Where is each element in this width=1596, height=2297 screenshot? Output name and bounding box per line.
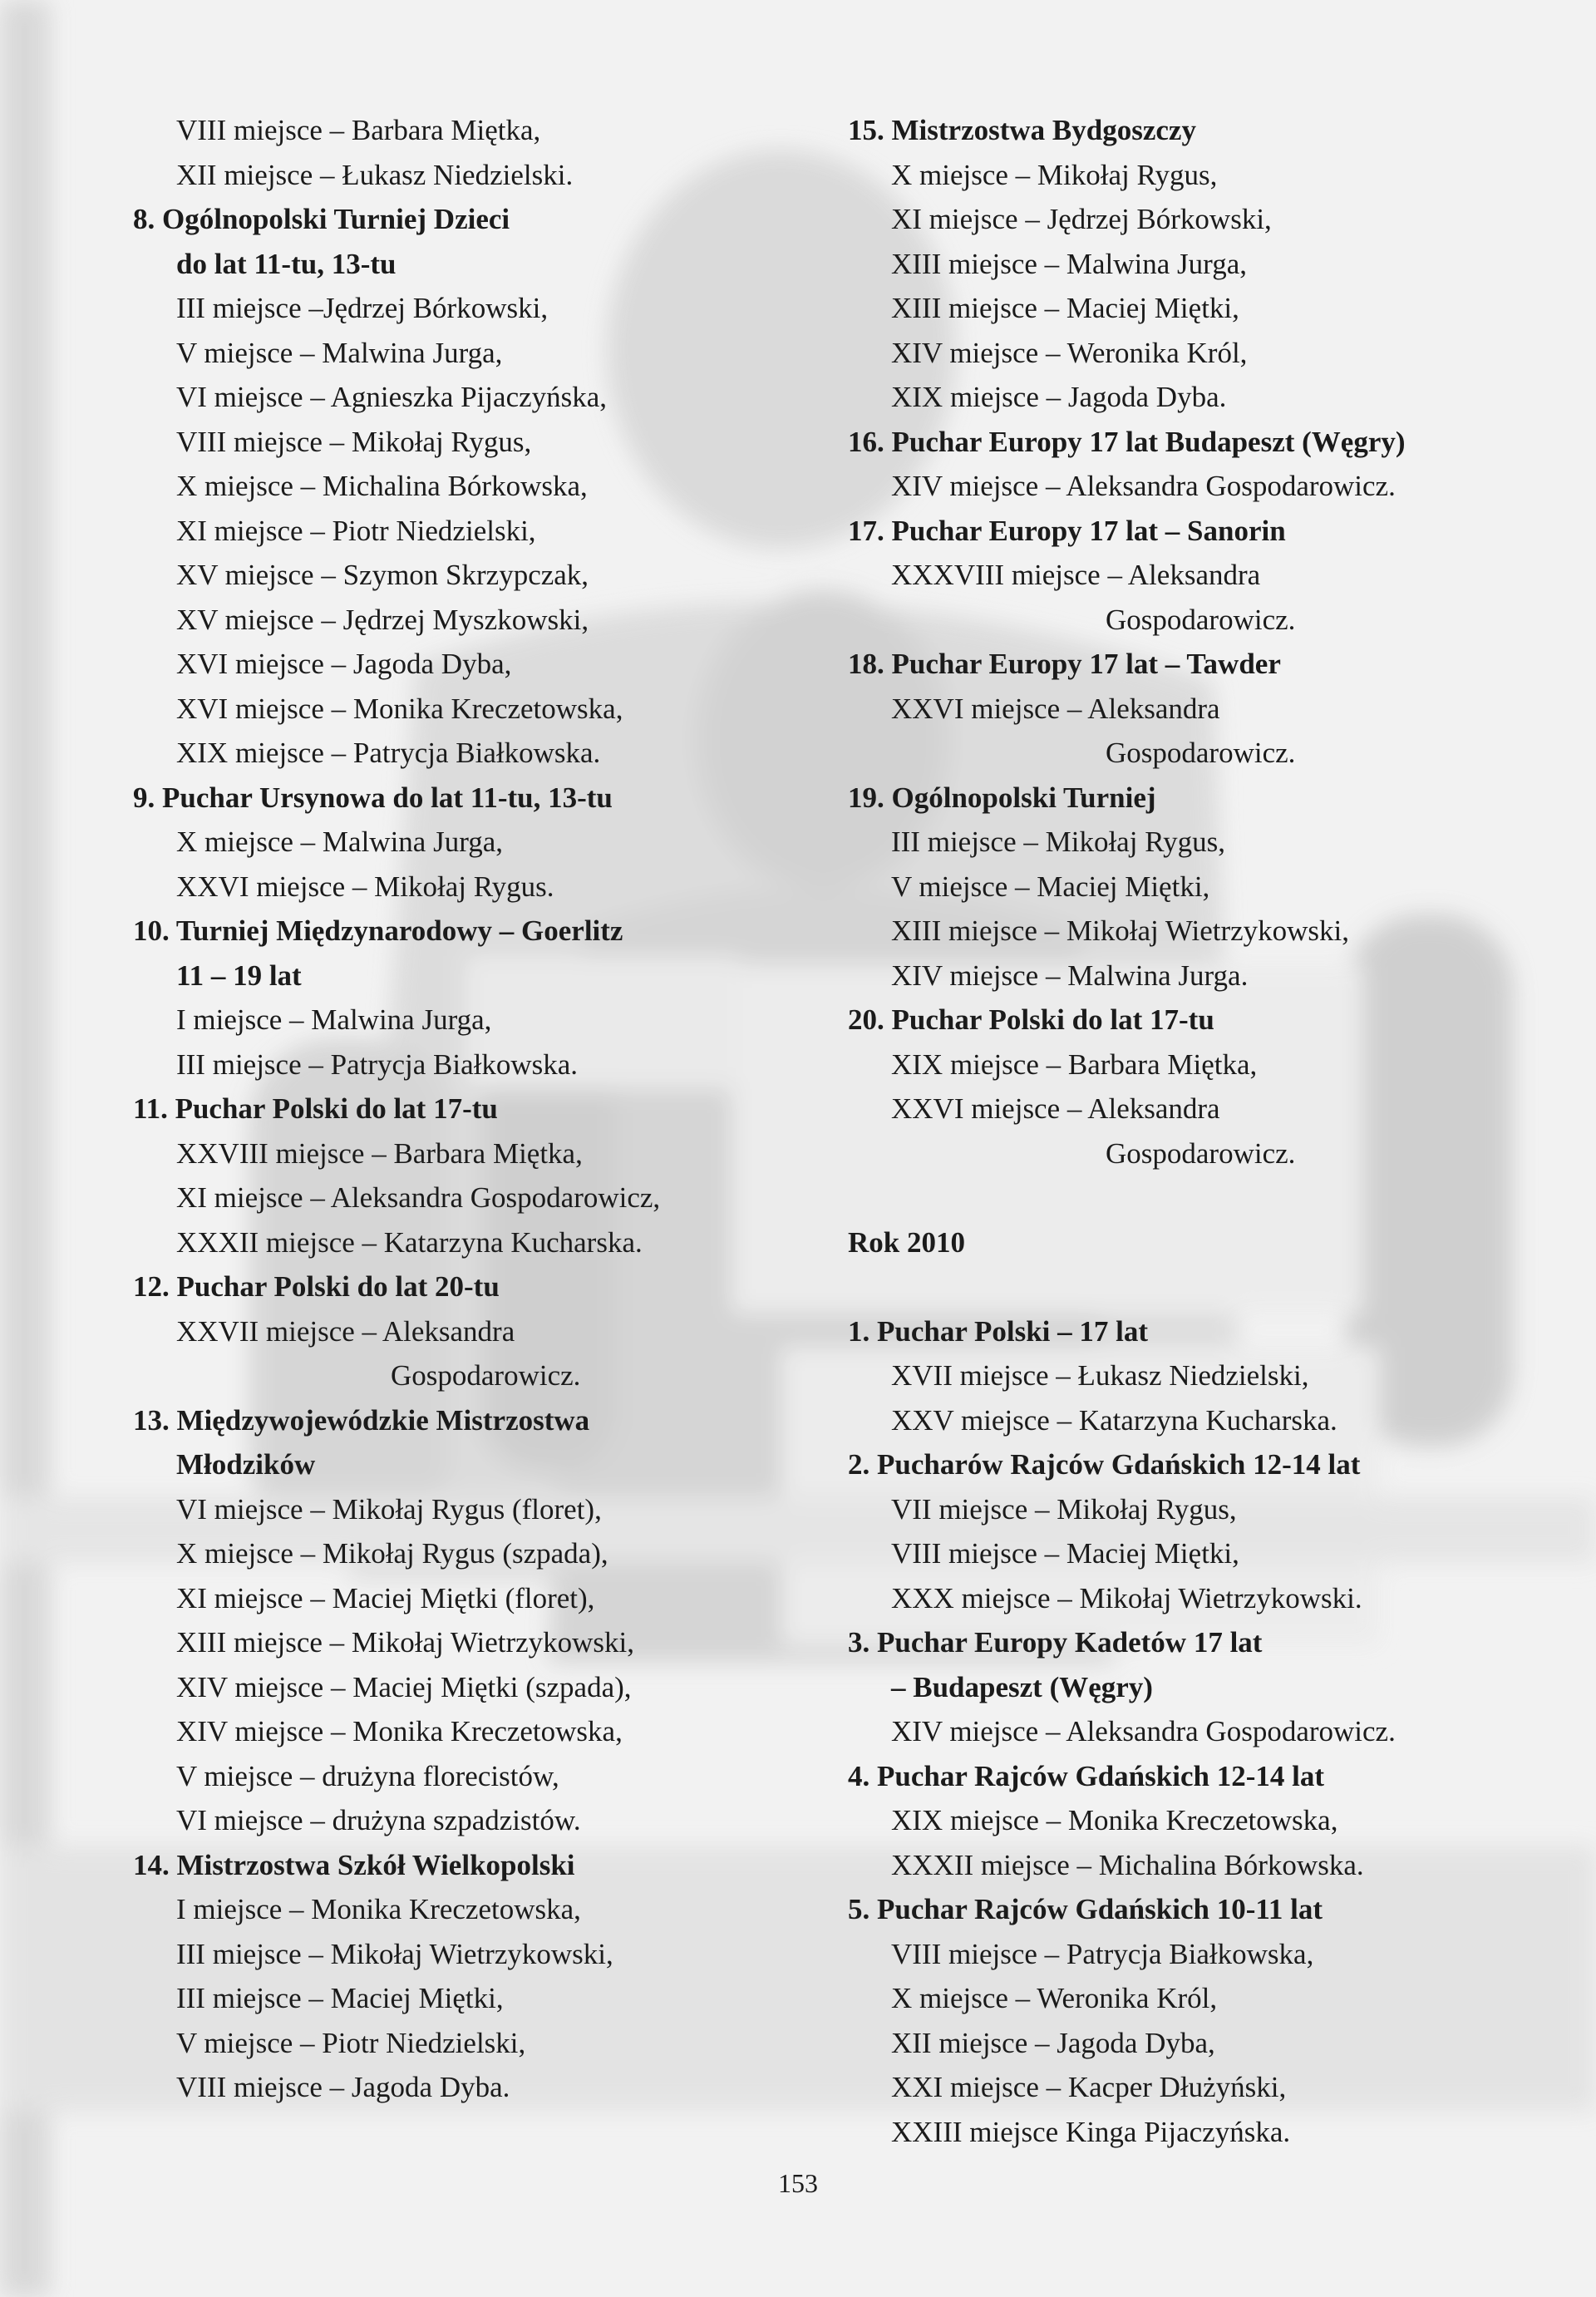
result-line: XIV miejsce – Aleksandra Gospodarowicz. bbox=[891, 1715, 1396, 1747]
result-line: VIII miejsce – Patrycja Białkowska, bbox=[891, 1937, 1314, 1970]
result-line: XV miejsce – Szymon Skrzypczak, bbox=[176, 559, 589, 591]
result-line: X miejsce – Malwina Jurga, bbox=[176, 826, 504, 858]
result-line: VIII miejsce – Mikołaj Rygus, bbox=[176, 425, 532, 458]
result-line: XXX miejsce – Mikołaj Wietrzykowski. bbox=[891, 1581, 1362, 1614]
section-heading: 13. Międzywojewódzkie Mistrzostwa bbox=[133, 1403, 590, 1437]
result-line: XIV miejsce – Malwina Jurga. bbox=[891, 959, 1249, 992]
result-line: XVII miejsce – Łukasz Niedzielski, bbox=[891, 1359, 1309, 1392]
section-heading-continuation: do lat 11-tu, 13-tu bbox=[176, 247, 397, 280]
page-number: 153 bbox=[778, 2168, 818, 2198]
section-heading-continuation: 11 – 19 lat bbox=[176, 959, 302, 992]
result-line: X miejsce – Mikołaj Rygus (szpada), bbox=[176, 1537, 608, 1570]
section-heading-continuation: – Budapeszt (Węgry) bbox=[891, 1670, 1153, 1703]
section-heading: 17. Puchar Europy 17 lat – Sanorin bbox=[848, 514, 1286, 547]
result-line: XIV miejsce – Weronika Król, bbox=[891, 336, 1248, 369]
result-line: XIII miejsce – Maciej Miętki, bbox=[891, 292, 1239, 324]
result-line-continuation: Gospodarowicz. bbox=[1106, 1136, 1296, 1170]
result-line: III miejsce – Mikołaj Wietrzykowski, bbox=[176, 1937, 613, 1970]
section-heading: 8. Ogólnopolski Turniej Dzieci bbox=[133, 203, 510, 235]
result-line: XVI miejsce – Monika Kreczetowska, bbox=[176, 692, 623, 725]
result-line: XIII miejsce – Malwina Jurga, bbox=[891, 247, 1247, 280]
left-column bbox=[133, 108, 765, 2110]
section-heading: Rok 2010 bbox=[848, 1225, 965, 1259]
section-heading: 12. Puchar Polski do lat 20-tu bbox=[133, 1270, 500, 1303]
result-line: XIV miejsce – Monika Kreczetowska, bbox=[176, 1715, 623, 1747]
result-line: XIII miejsce – Mikołaj Wietrzykowski, bbox=[176, 1626, 635, 1659]
result-line: VI miejsce – Mikołaj Rygus (floret), bbox=[176, 1492, 602, 1526]
result-line: X miejsce – Weronika Król, bbox=[891, 1982, 1218, 2014]
section-heading: 16. Puchar Europy 17 lat Budapeszt (Węgry) bbox=[848, 425, 1406, 458]
section-heading: 19. Ogólnopolski Turniej bbox=[848, 781, 1156, 814]
section-heading: 2. Pucharów Rajców Gdańskich 12-14 lat bbox=[848, 1448, 1361, 1481]
result-line: XIX miejsce – Patrycja Białkowska. bbox=[176, 737, 601, 769]
result-line: XXVI miejsce – Aleksandra bbox=[891, 1092, 1220, 1125]
section-heading: 5. Puchar Rajców Gdańskich 10-11 lat bbox=[848, 1893, 1323, 1925]
result-line: XV miejsce – Jędrzej Myszkowski, bbox=[176, 603, 589, 636]
section-heading: 3. Puchar Europy Kadetów 17 lat bbox=[848, 1626, 1263, 1659]
result-line: XXXII miejsce – Michalina Bórkowska. bbox=[891, 1848, 1364, 1881]
result-line: XXVI miejsce – Aleksandra bbox=[891, 692, 1220, 725]
result-line: VIII miejsce – Maciej Miętki, bbox=[891, 1537, 1239, 1570]
result-line: XIX miejsce – Jagoda Dyba. bbox=[891, 381, 1227, 413]
result-line: XII miejsce – Jagoda Dyba, bbox=[891, 2026, 1215, 2059]
result-line: VIII miejsce – Jagoda Dyba. bbox=[176, 2071, 510, 2103]
result-line: XIX miejsce – Monika Kreczetowska, bbox=[891, 1804, 1338, 1836]
result-line: VII miejsce – Mikołaj Rygus, bbox=[891, 1492, 1237, 1526]
section-heading: 18. Puchar Europy 17 lat – Tawder bbox=[848, 648, 1281, 680]
spacer bbox=[848, 1176, 1496, 1220]
result-line: XIX miejsce – Barbara Miętka, bbox=[891, 1047, 1258, 1081]
result-line: XXXVIII miejsce – Aleksandra bbox=[891, 559, 1261, 591]
result-line: XIV miejsce – Aleksandra Gospodarowicz. bbox=[891, 470, 1396, 502]
result-line: XXV miejsce – Katarzyna Kucharska. bbox=[891, 1403, 1337, 1437]
result-line: X miejsce – Michalina Bórkowska, bbox=[176, 470, 588, 502]
result-line: V miejsce – drużyna florecistów, bbox=[176, 1759, 559, 1792]
result-line: III miejsce –Jędrzej Bórkowski, bbox=[176, 292, 549, 324]
section-heading-continuation: Młodzików bbox=[176, 1448, 316, 1481]
section-heading: 14. Mistrzostwa Szkół Wielkopolski bbox=[133, 1848, 575, 1881]
result-line-continuation: Gospodarowicz. bbox=[1106, 737, 1296, 769]
result-line: XI miejsce – Maciej Miętki (floret), bbox=[176, 1581, 595, 1614]
section-heading: 11. Puchar Polski do lat 17-tu bbox=[133, 1092, 498, 1125]
right-column bbox=[848, 108, 1496, 2154]
section-heading: 10. Turniej Międzynarodowy – Goerlitz bbox=[133, 914, 623, 947]
result-line: III miejsce – Maciej Miętki, bbox=[176, 1982, 504, 2014]
result-line-continuation: Gospodarowicz. bbox=[391, 1359, 581, 1392]
result-line: XI miejsce – Aleksandra Gospodarowicz, bbox=[176, 1181, 661, 1214]
result-line: X miejsce – Mikołaj Rygus, bbox=[891, 158, 1218, 191]
section-heading: 20. Puchar Polski do lat 17-tu bbox=[848, 1003, 1214, 1036]
result-line: XII miejsce – Łukasz Niedzielski. bbox=[176, 158, 574, 191]
result-line: XXXII miejsce – Katarzyna Kucharska. bbox=[176, 1225, 643, 1259]
result-line: XI miejsce – Piotr Niedzielski, bbox=[176, 514, 536, 547]
result-line: III miejsce – Mikołaj Rygus, bbox=[891, 826, 1226, 858]
result-line: XIV miejsce – Maciej Miętki (szpada), bbox=[176, 1670, 632, 1703]
result-line: XXI miejsce – Kacper Dłużyński, bbox=[891, 2071, 1287, 2103]
result-line: I miejsce – Monika Kreczetowska, bbox=[176, 1893, 581, 1925]
result-line-continuation: Gospodarowicz. bbox=[1106, 603, 1296, 636]
result-line: I miejsce – Malwina Jurga, bbox=[176, 1003, 492, 1036]
result-line: XXIII miejsce Kinga Pijaczyńska. bbox=[891, 2115, 1291, 2148]
section-heading: 1. Puchar Polski – 17 lat bbox=[848, 1314, 1149, 1348]
result-line: V miejsce – Piotr Niedzielski, bbox=[176, 2026, 526, 2059]
result-line: XIII miejsce – Mikołaj Wietrzykowski, bbox=[891, 914, 1350, 947]
section-heading: 4. Puchar Rajców Gdańskich 12-14 lat bbox=[848, 1759, 1324, 1792]
result-line: XVI miejsce – Jagoda Dyba, bbox=[176, 648, 512, 680]
result-line: XXVI miejsce – Mikołaj Rygus. bbox=[176, 870, 554, 903]
result-line: XXVII miejsce – Aleksandra bbox=[176, 1314, 515, 1348]
spacer bbox=[848, 1264, 1496, 1309]
section-heading: 9. Puchar Ursynowa do lat 11-tu, 13-tu bbox=[133, 781, 613, 814]
result-line: VIII miejsce – Barbara Miętka, bbox=[176, 114, 541, 146]
result-line: III miejsce – Patrycja Białkowska. bbox=[176, 1047, 579, 1081]
result-line: V miejsce – Malwina Jurga, bbox=[176, 336, 503, 369]
result-line: XI miejsce – Jędrzej Bórkowski, bbox=[891, 203, 1272, 235]
result-line: XXVIII miejsce – Barbara Miętka, bbox=[176, 1136, 583, 1170]
section-heading: 15. Mistrzostwa Bydgoszczy bbox=[848, 114, 1196, 146]
result-line: VI miejsce – Agnieszka Pijaczyńska, bbox=[176, 381, 608, 413]
result-line: VI miejsce – drużyna szpadzistów. bbox=[176, 1804, 581, 1836]
result-line: V miejsce – Maciej Miętki, bbox=[891, 870, 1210, 903]
